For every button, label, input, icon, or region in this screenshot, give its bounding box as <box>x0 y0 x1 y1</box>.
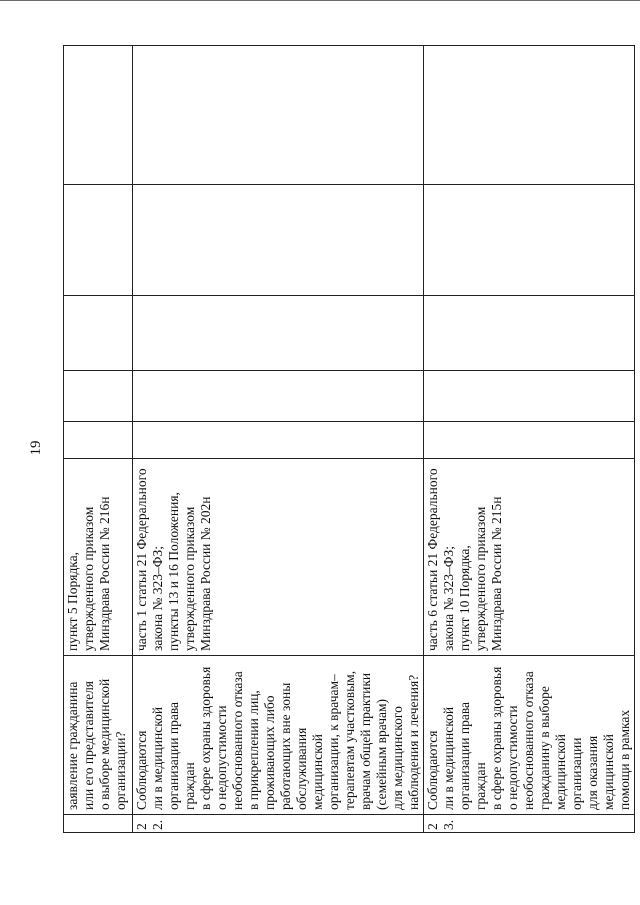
row-number <box>64 815 133 833</box>
legal-reference-cell: часть 1 статьи 21 Федерального закона № 323–ФЗ; пункты 13 и 16 Положения, утвержденного приказом Минздрава России № 202н <box>133 459 424 656</box>
answer-na-cell <box>133 296 424 371</box>
table-row <box>424 46 635 833</box>
legal-reference-cell: часть 6 статьи 21 Федерального закона № 323–ФЗ; пункт 10 Порядка, утвержденного приказом Минздрава России № 215н <box>424 459 635 656</box>
comment-cell <box>64 185 133 296</box>
notes-cell <box>133 46 424 185</box>
table-row <box>64 46 133 833</box>
answer-no-cell <box>424 371 635 422</box>
answer-yes-cell <box>424 422 635 459</box>
answer-no-cell <box>133 371 424 422</box>
legal-reference-cell: пункт 5 Порядка, утвержденного приказом Минздрава России № 216н <box>64 459 133 656</box>
notes-cell <box>64 46 133 185</box>
question-cell: Соблюдаются ли в медицинской организации права граждан в сфере охраны здоровья о недопустимости необоснованного отказа в прикреплении лиц, проживающих либо работающих вне зоны обслуживания медицинской организации, к врачам– терапевтам участковым, врачам общей практики (семейным врачам) для медицинского наблюдения и лечения? <box>133 656 424 815</box>
table-row <box>133 46 424 833</box>
notes-cell <box>424 46 635 185</box>
row-number: 23. <box>424 815 635 833</box>
answer-na-cell <box>64 296 133 371</box>
comment-cell <box>133 185 424 296</box>
page-number: 19 <box>28 440 44 456</box>
answer-yes-cell <box>133 422 424 459</box>
checklist-table <box>63 45 635 833</box>
question-cell: Соблюдаются ли в медицинской организации права граждан в сфере охраны здоровья о недопустимости необоснованного отказа гражданину в выборе медицинской организации для оказания медицинской помощи в рамках <box>424 656 635 815</box>
answer-no-cell <box>64 371 133 422</box>
answer-na-cell <box>424 296 635 371</box>
answer-yes-cell <box>64 422 133 459</box>
row-number: 22. <box>133 815 424 833</box>
question-cell: заявление гражданина или его представителя о выборе медицинской организации? <box>64 656 133 815</box>
comment-cell <box>424 185 635 296</box>
